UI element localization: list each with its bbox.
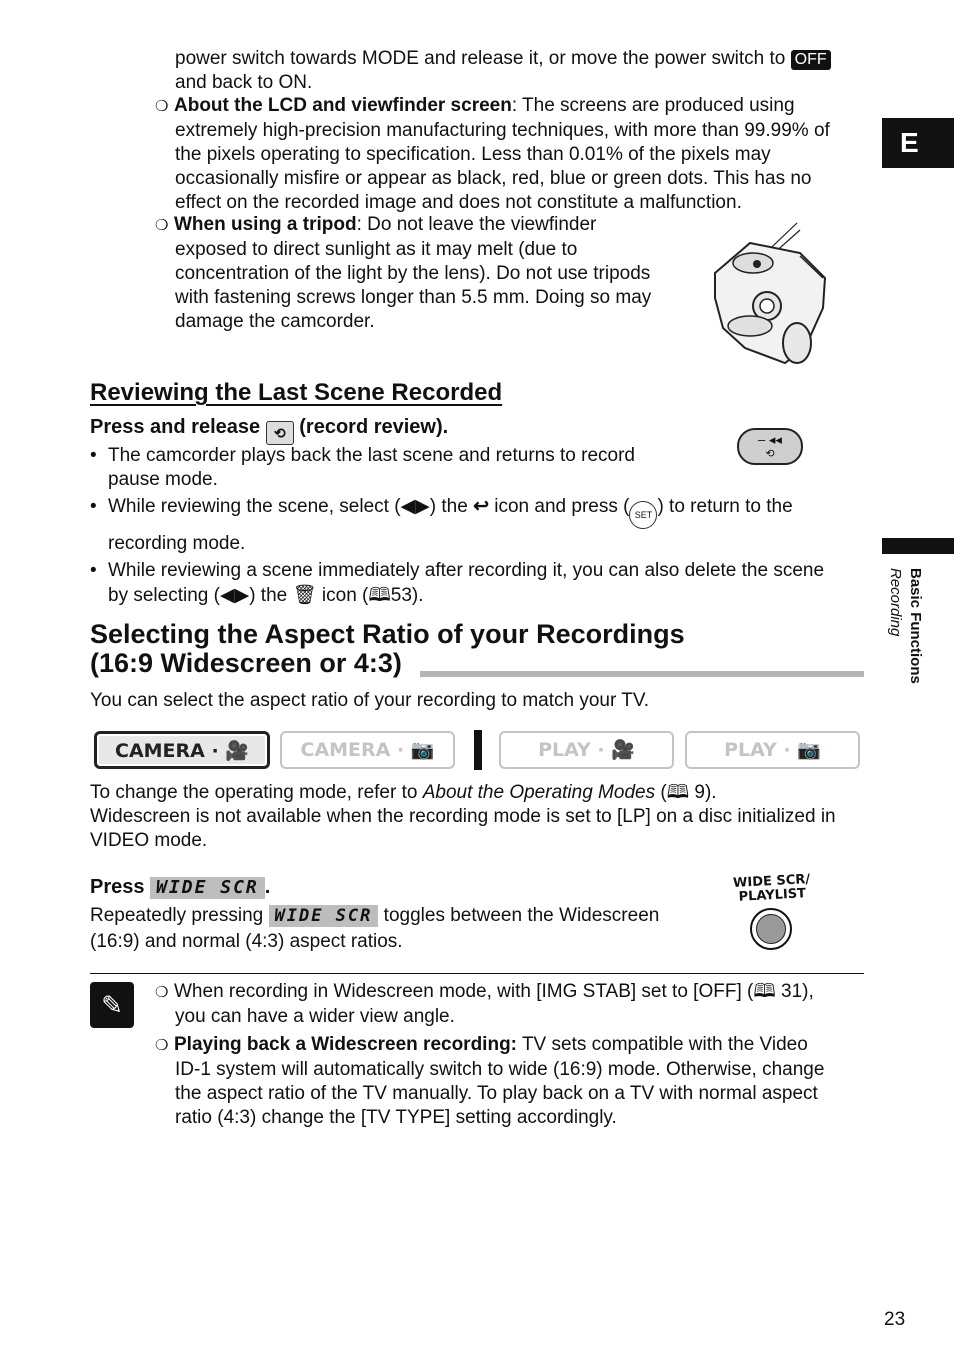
movie-camera-icon: 🎥 — [225, 740, 249, 762]
mode-divider — [474, 730, 482, 770]
photo-camera-icon: 📷 — [797, 739, 821, 761]
aspect-intro: You can select the aspect ratio of your recording to match your TV. — [90, 690, 650, 711]
review-heading: Reviewing the Last Scene Recorded — [90, 379, 503, 406]
mode-reference: About the Operating Modes — [422, 782, 656, 803]
record-review-icon: ⟲ — [266, 421, 294, 445]
left-right-arrows-icon: ◀▶ — [219, 585, 250, 606]
book-icon: 🕮 — [666, 782, 690, 803]
list-item: • While reviewing a scene immediately after recording it, you can also delete the scene by selecting (◀▶) the 🗑 icon (🕮53). — [90, 560, 825, 606]
repeat-text: Repeatedly pressing WIDE SCR toggles between the Widescreen (16:9) and normal (4:3) aspect ratios. — [90, 905, 660, 952]
lcd-note-line: effect on the recorded image and does not constitute a malfunction. — [175, 192, 742, 213]
bullet-circle-icon: ❍ — [155, 984, 169, 1001]
camcorder-tripod-illustration — [705, 218, 835, 370]
tripod-note-title: When using a tripod — [174, 214, 357, 235]
intro-text — [175, 47, 865, 95]
lcd-note-line: the pixels operating to specification. Less than 0.01% of the pixels may — [175, 144, 771, 165]
list-item: • The camcorder plays back the last scene and returns to record pause mode. — [90, 445, 635, 490]
notes: ❍ When recording in Widescreen mode, with [IMG STAB] set to [OFF] (🕮 31), you can have a wider view angle. ❍ Playing back a Widescreen recording: TV sets compatible with the Video ID-1 system will automatically switch to wide (16:9) mode. Otherwise, change the aspect ratio of the TV manually. To play back on a TV with normal aspect ratio (4:3) change the [TV TYPE] setting accordingly. — [155, 981, 825, 1128]
press-instruction: Press WIDE SCR . — [90, 876, 271, 898]
review-bullets — [90, 444, 870, 608]
lcd-note — [155, 94, 865, 215]
mode-play-photo[interactable] — [685, 731, 860, 769]
lcd-note-title: About the LCD and viewfinder screen — [174, 95, 512, 116]
return-icon: ↩ — [473, 496, 489, 517]
set-button-icon: SET — [629, 501, 657, 529]
mode-play-movie[interactable] — [499, 731, 674, 769]
bullet-circle-icon: ❍ — [155, 98, 169, 115]
review-instruction — [90, 415, 448, 445]
section-tab-bar — [882, 538, 954, 554]
section-tab-label — [881, 568, 925, 718]
tripod-note-line: concentration of the light by the lens). Do not use tripods — [175, 263, 651, 284]
wide-scr-key: WIDE SCR — [150, 877, 265, 899]
tripod-note-line: damage the camcorder. — [175, 311, 375, 332]
book-icon: 🕮 — [753, 981, 776, 1002]
left-right-arrows-icon: ◀▶ — [400, 496, 430, 517]
intro-line1: power switch towards MODE and release it, or move the power switch to — [175, 48, 786, 69]
tripod-note-line: with fastening screws longer than 5.5 mm. Doing so may — [175, 287, 652, 308]
wide-scr-button-caption: WIDE SCR/ PLAYLIST — [732, 872, 811, 905]
bullet-circle-icon: ❍ — [155, 1037, 169, 1054]
delete-icon: 🗑 — [292, 585, 317, 606]
off-icon: OFF — [791, 50, 831, 70]
photo-camera-icon: 📷 — [410, 739, 435, 761]
bullet-circle-icon: ❍ — [155, 217, 169, 234]
intro-line2: and back to ON. — [175, 72, 313, 93]
wide-scr-key: WIDE SCR — [269, 905, 379, 927]
lcd-note-line: : The screens are produced using — [511, 95, 795, 116]
mode-label: PLAY · — [538, 739, 612, 761]
mode-label: CAMERA · — [115, 740, 226, 762]
mode-instructions: To change the operating mode, refer to About the Operating Modes (🕮 9). Widescreen is not available when the recording mode is set to [LP] on a disc initialized in VIDEO mode. — [90, 782, 836, 851]
review-instruction-post: (record review). — [299, 416, 449, 438]
section-name: Basic Functions — [907, 568, 924, 684]
movie-camera-icon: 🎥 — [611, 739, 635, 761]
record-review-button-label: – ◂◂ — [758, 432, 782, 447]
tripod-note — [155, 213, 675, 334]
tripod-note-line: : Do not leave the viewfinder — [356, 214, 597, 235]
notes-n2-title: Playing back a Widescreen recording: — [174, 1034, 518, 1055]
review-instruction-pre: Press and release — [90, 416, 261, 438]
language-tab — [882, 118, 954, 168]
record-review-button-icon: ⟲ — [765, 448, 775, 460]
aspect-heading-line1: Selecting the Aspect Ratio of your Recordings — [90, 619, 685, 649]
mode-label: PLAY · — [724, 739, 798, 761]
mode-camera-movie[interactable] — [94, 731, 270, 769]
book-icon: 🕮 — [368, 585, 391, 606]
aspect-heading — [90, 620, 685, 678]
language-tab-letter: E — [900, 127, 919, 158]
notes-icon: ✎ — [90, 982, 134, 1028]
wide-scr-button[interactable] — [750, 908, 792, 950]
mode-label: CAMERA · — [300, 739, 411, 761]
mode-camera-photo[interactable] — [280, 731, 455, 769]
aspect-heading-rule — [420, 671, 864, 677]
page-number: 23 — [884, 1309, 906, 1330]
tripod-note-line: exposed to direct sunlight as it may melt (due to — [175, 239, 578, 260]
subsection-name: Recording — [887, 568, 904, 637]
aspect-heading-line2: (16:9 Widescreen or 4:3) — [90, 648, 402, 678]
lcd-note-line: extremely high-precision manufacturing techniques, with more than 99.99% of — [175, 120, 830, 141]
list-item: • While reviewing the scene, select (◀▶) the ↩ icon and press ( SET ) to return to the recording mode. — [90, 496, 793, 554]
lcd-note-line: occasionally misfire or appear as black, red, blue or green dots. This has no — [175, 168, 812, 189]
notes-divider — [90, 973, 864, 974]
